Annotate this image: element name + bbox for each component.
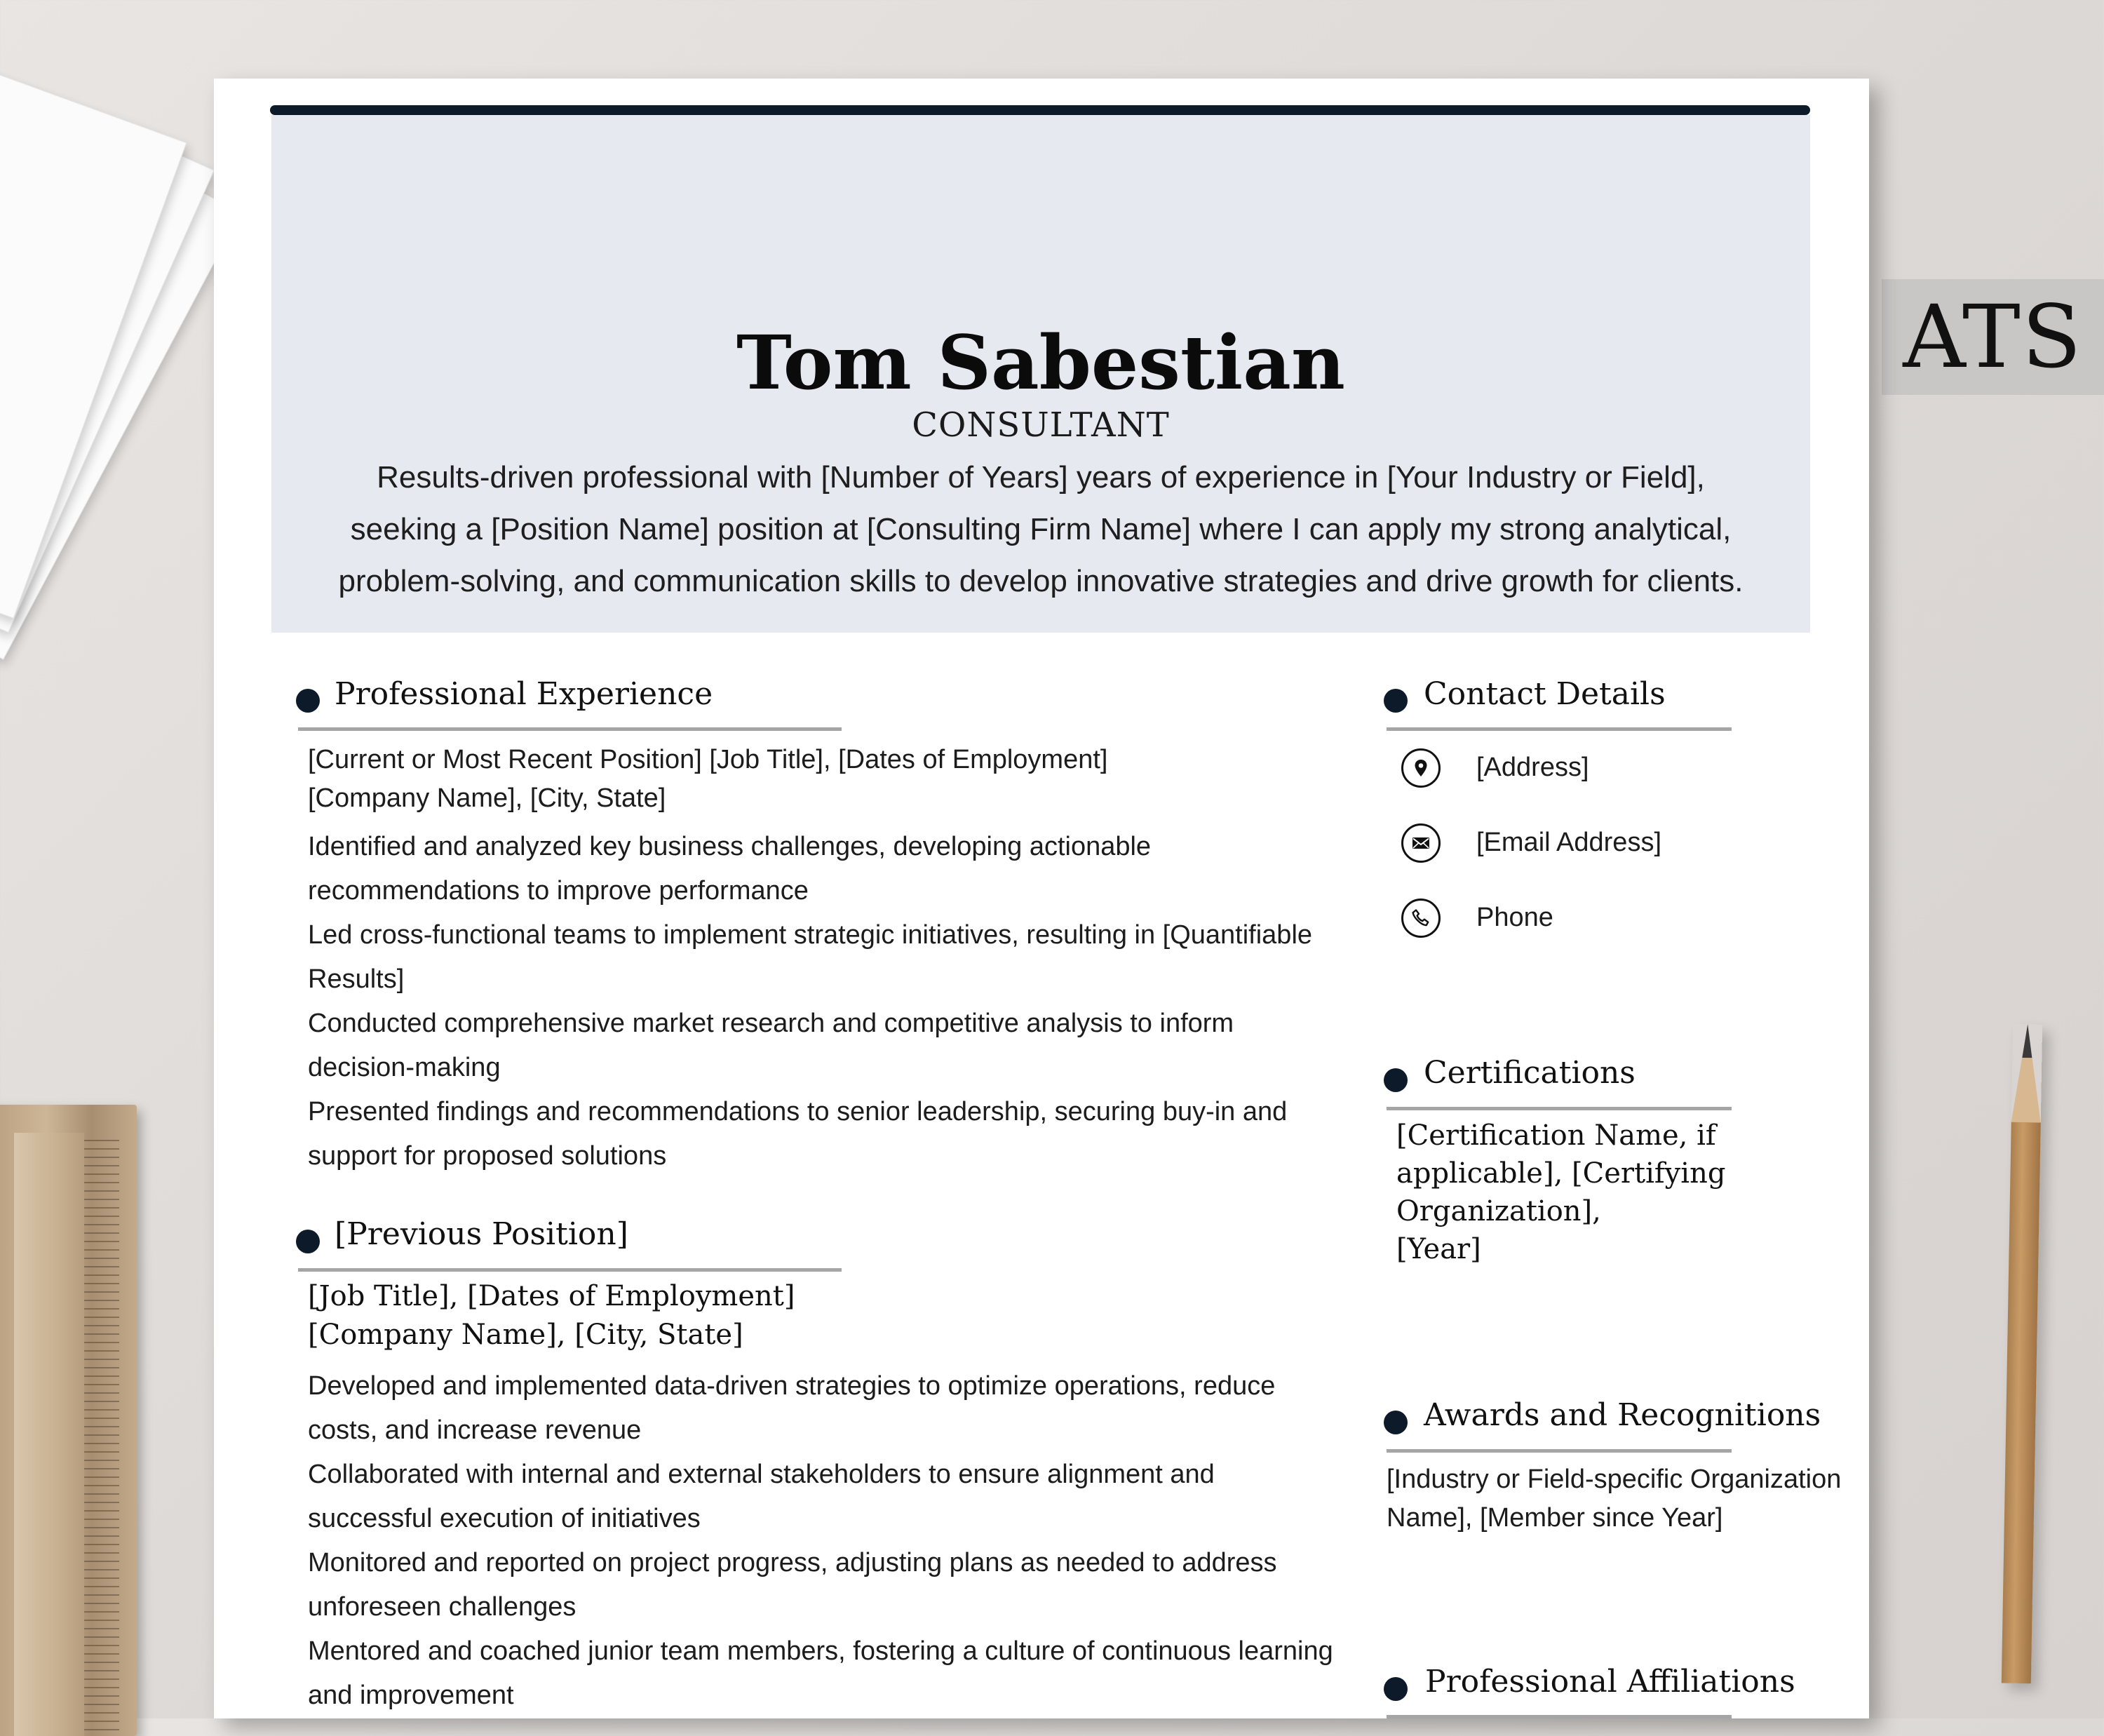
experience-company: [Company Name], [City, State] xyxy=(308,783,666,813)
previous-bullet-line: and improvement xyxy=(308,1681,514,1710)
ats-tag xyxy=(1882,279,2104,395)
experience-bullet-line: Conducted comprehensive market research and competitive analysis to inform xyxy=(308,1009,1234,1038)
contact-title: Contact Details xyxy=(1424,676,1666,712)
section-rule xyxy=(1387,1107,1732,1110)
pencil xyxy=(2002,1024,2042,1684)
section-rule xyxy=(1387,1715,1732,1718)
summary-text: Results-driven professional with [Number of Years] years of experience in [Your Industry or Field], seeking a [Position Name] position at [Consulting Firm Name] where I can apply my strong analytical, problem-solving, and communication skills to develop innovative strategies and drive growth for clients. xyxy=(338,460,1744,598)
section-rule xyxy=(1387,1449,1732,1453)
award-line: [Industry or Field-specific Organization xyxy=(1387,1465,1842,1494)
phone-icon xyxy=(1401,899,1441,938)
paper-stack xyxy=(0,91,126,624)
experience-bullet-line: Led cross-functional teams to implement strategic initiatives, resulting in [Quantifiable xyxy=(308,920,1313,950)
mail-icon xyxy=(1401,823,1441,863)
experience-bullet-line: decision-making xyxy=(308,1053,501,1082)
section-bullet xyxy=(1384,689,1408,713)
contact-email: [Email Address] xyxy=(1476,828,1661,857)
experience-title: Professional Experience xyxy=(335,676,713,712)
experience-bullet-line: Results] xyxy=(308,964,405,994)
ats-label: ATS xyxy=(1903,286,2083,388)
certification-line: Organization], xyxy=(1396,1195,1601,1227)
previous-bullet-line: costs, and increase revenue xyxy=(308,1415,642,1445)
contact-address: [Address] xyxy=(1476,753,1589,782)
resume-header xyxy=(271,115,1810,633)
previous-title: [Previous Position] xyxy=(335,1216,628,1252)
top-rule xyxy=(270,105,1810,115)
section-bullet xyxy=(296,689,320,713)
candidate-name: Tom Sabestian xyxy=(736,318,1345,406)
affiliations-title: Professional Affiliations xyxy=(1425,1664,1795,1700)
certification-line: [Year] xyxy=(1396,1233,1481,1265)
section-rule xyxy=(298,727,842,731)
previous-bullet-line: Collaborated with internal and external stakeholders to ensure alignment and xyxy=(308,1460,1215,1489)
previous-bullet-line: successful execution of initiatives xyxy=(308,1504,701,1533)
experience-bullet-line: Presented findings and recommendations to senior leadership, securing buy-in and xyxy=(308,1097,1288,1126)
experience-position: [Current or Most Recent Position] [Job Title], [Dates of Employment] xyxy=(308,745,1108,774)
previous-bullet-line: Developed and implemented data-driven strategies to optimize operations, reduce xyxy=(308,1371,1276,1401)
wooden-ruler xyxy=(0,1105,137,1736)
section-bullet xyxy=(1384,1677,1408,1701)
previous-job-title: [Job Title], [Dates of Employment] xyxy=(308,1280,795,1312)
experience-bullet-line: support for proposed solutions xyxy=(308,1141,667,1171)
section-bullet xyxy=(1384,1411,1408,1434)
contact-phone: Phone xyxy=(1476,903,1553,932)
award-line: Name], [Member since Year] xyxy=(1387,1503,1723,1533)
experience-bullet-line: Identified and analyzed key business challenges, developing actionable xyxy=(308,832,1152,861)
candidate-role: CONSULTANT xyxy=(912,405,1170,445)
location-icon xyxy=(1401,748,1441,788)
resume-page xyxy=(214,79,1869,1718)
previous-bullet-line: unforeseen challenges xyxy=(308,1592,576,1622)
certification-line: [Certification Name, if xyxy=(1396,1119,1716,1152)
experience-bullet-line: recommendations to improve performance xyxy=(308,876,809,906)
previous-bullet-line: Mentored and coached junior team members, fostering a culture of continuous learning xyxy=(308,1636,1333,1666)
previous-company: [Company Name], [City, State] xyxy=(308,1319,743,1351)
previous-bullet-line: Monitored and reported on project progress, adjusting plans as needed to address xyxy=(308,1548,1277,1577)
certification-line: applicable], [Certifying xyxy=(1396,1157,1726,1190)
certifications-title: Certifications xyxy=(1424,1055,1636,1091)
section-rule xyxy=(1387,727,1732,731)
awards-title: Awards and Recognitions xyxy=(1424,1397,1821,1433)
section-bullet xyxy=(296,1230,320,1253)
section-bullet xyxy=(1384,1068,1408,1092)
section-rule xyxy=(298,1268,842,1272)
